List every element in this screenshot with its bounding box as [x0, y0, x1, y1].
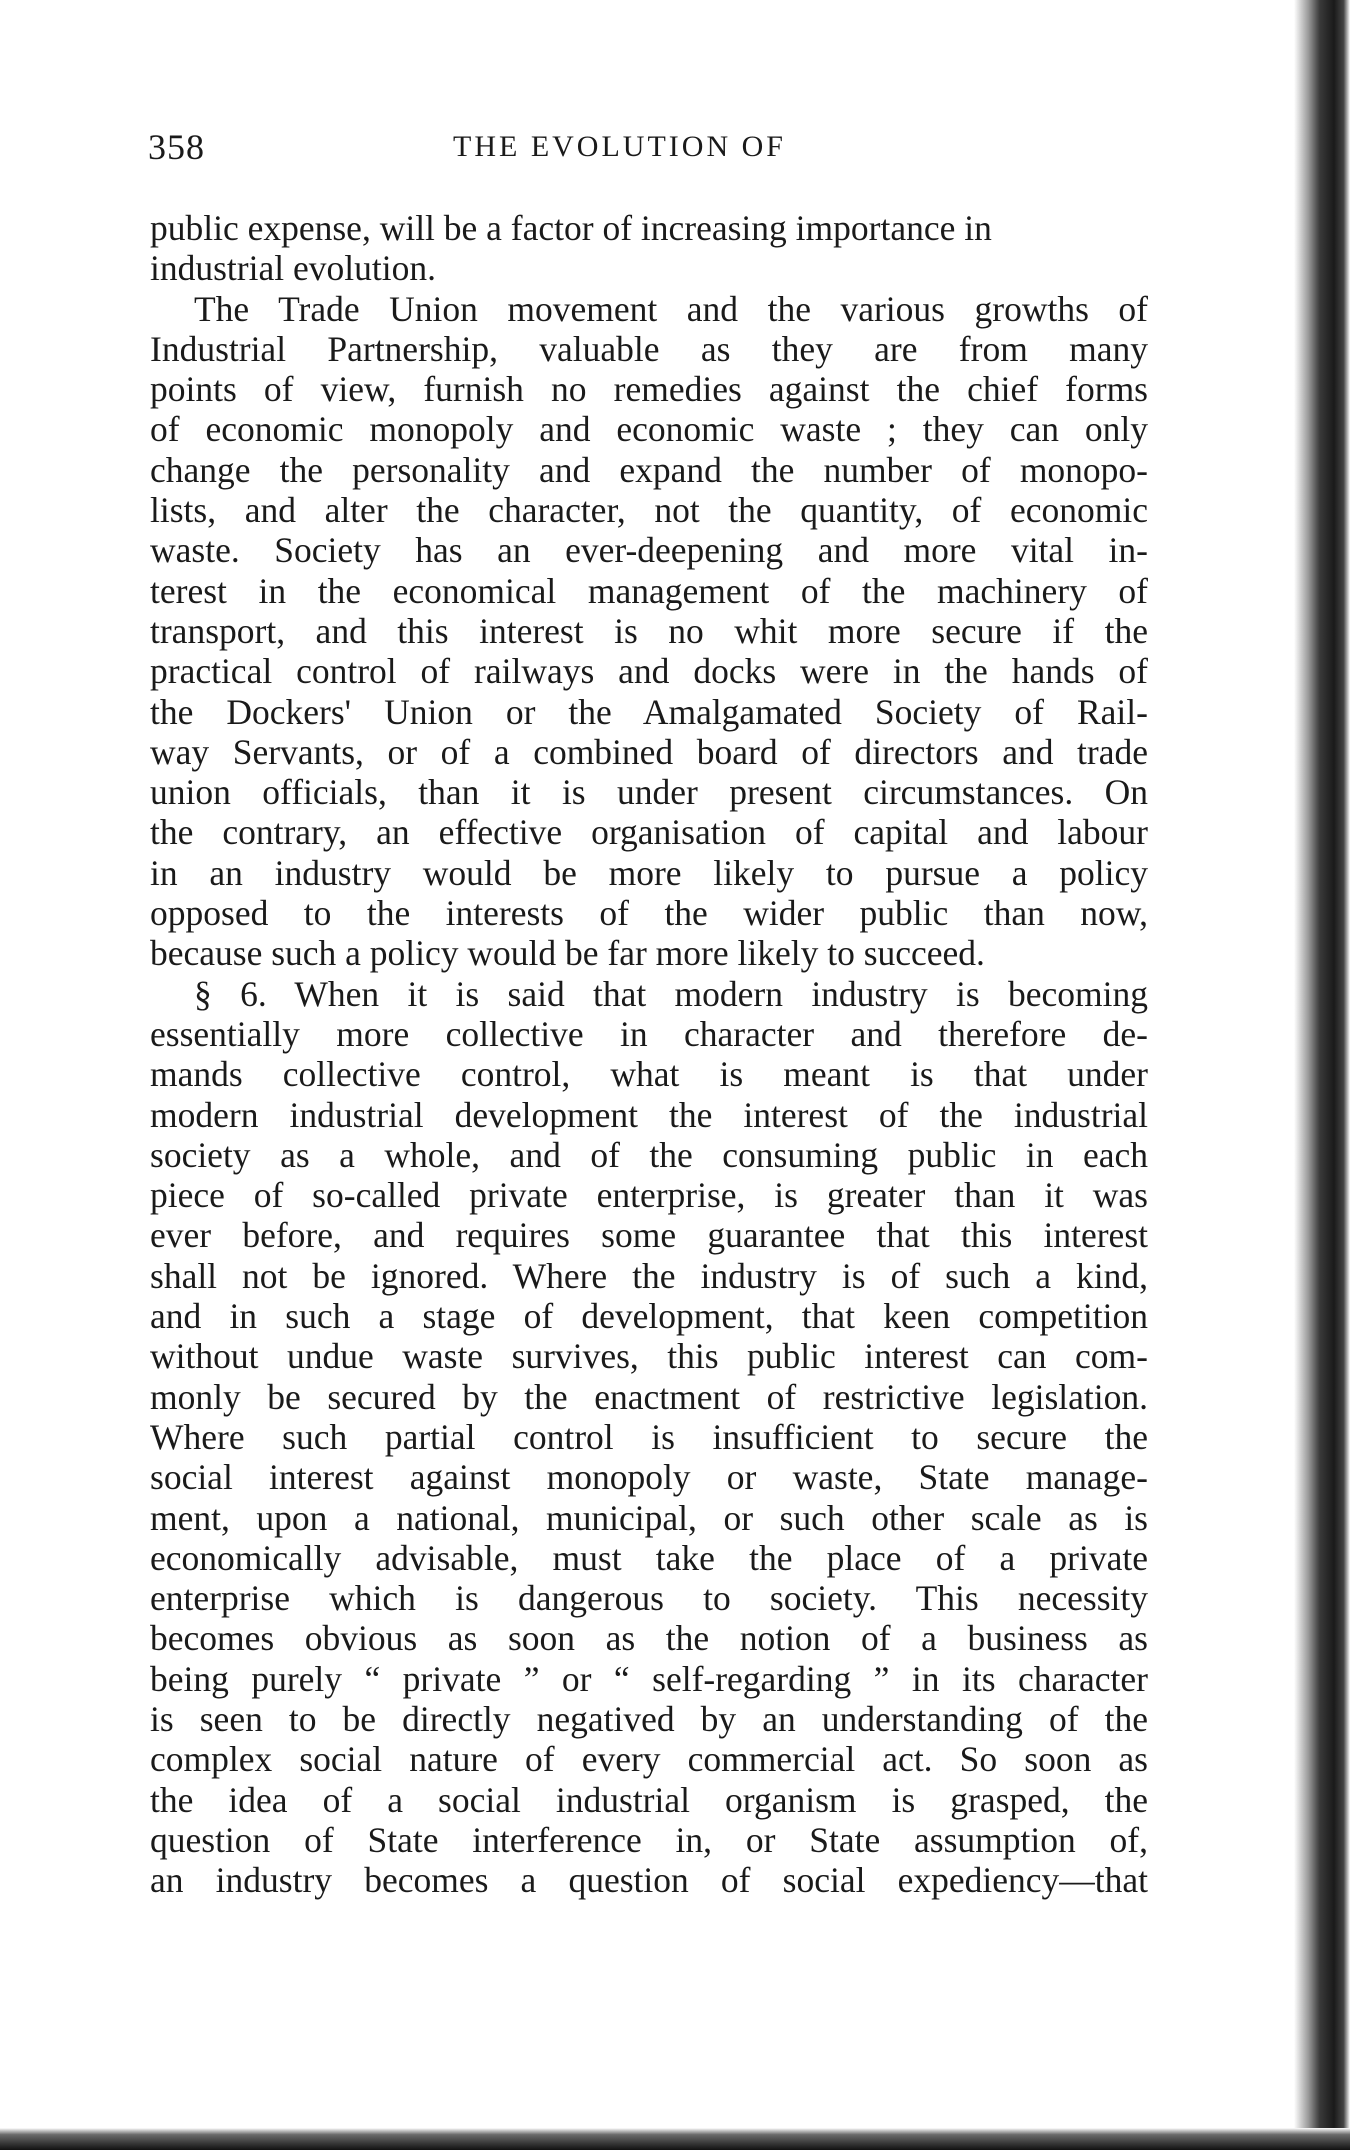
text-line: economically advisable, must take the place of a private: [150, 1537, 1148, 1578]
text-line: public expense, will be a factor of increasing importance in: [150, 208, 992, 248]
text-line: the idea of a social industrial organism is grasped, the: [150, 1779, 1148, 1820]
text-line: monly be secured by the enactment of restrictive legislation.: [150, 1376, 1148, 1417]
text-line: ever before, and requires some guarantee that this interest: [150, 1215, 1148, 1256]
text-line: shall not be ignored. Where the industry is of such a kind,: [150, 1255, 1148, 1296]
text-line: ment, upon a national, municipal, or such other scale as is: [150, 1497, 1148, 1538]
text-line: essentially more collective in character and therefore de-: [150, 1013, 1148, 1054]
text-line: the contrary, an effective organisation of capital and labour: [150, 812, 1148, 853]
text-line: industrial evolution.: [150, 248, 436, 289]
page-number: 358: [148, 127, 205, 167]
text-line: question of State interference in, or State assumption of,: [150, 1819, 1148, 1860]
paragraph-start-line: § 6. When it is said that modern industry is becoming: [194, 973, 1148, 1014]
text-line: mands collective control, what is meant is that under: [150, 1054, 1148, 1095]
text-line: the Dockers' Union or the Amalgamated Society of Rail-: [150, 691, 1148, 732]
text-line: lists, and alter the character, not the quantity, of economic: [150, 490, 1148, 531]
text-line: because such a policy would be far more likely to succeed.: [150, 933, 985, 974]
text-line: points of view, furnish no remedies against the chief forms: [150, 369, 1148, 410]
text-line: in an industry would be more likely to pursue a policy: [150, 852, 1148, 893]
text-line: without undue waste survives, this public interest can com-: [150, 1336, 1148, 1377]
text-line: terest in the economical management of the machinery of: [150, 570, 1148, 611]
text-line: society as a whole, and of the consuming public in each: [150, 1134, 1148, 1175]
body-text: [150, 208, 1148, 1900]
text-line: and in such a stage of development, that keen competition: [150, 1296, 1148, 1337]
text-line: waste. Society has an ever-deepening and more vital in-: [150, 530, 1148, 571]
paragraph-start-line: The Trade Union movement and the various growths of: [194, 288, 1148, 329]
text-line: social interest against monopoly or waste, State manage-: [150, 1457, 1148, 1498]
page-edge-shadow: [1270, 0, 1350, 2150]
text-line: practical control of railways and docks were in the hands of: [150, 651, 1148, 692]
text-line: of economic monopoly and economic waste ; they can only: [150, 409, 1148, 450]
text-line: complex social nature of every commercial act. So soon as: [150, 1739, 1148, 1780]
running-head: [148, 126, 1148, 176]
text-line: enterprise which is dangerous to society. This necessity: [150, 1578, 1148, 1619]
text-line: Industrial Partnership, valuable as they are from many: [150, 328, 1148, 369]
text-line: change the personality and expand the number of monopo-: [150, 449, 1148, 490]
text-line: union officials, than it is under present circumstances. On: [150, 772, 1148, 813]
text-line: way Servants, or of a combined board of directors and trade: [150, 731, 1148, 772]
text-line: an industry becomes a question of social expediency—that: [150, 1860, 1148, 1901]
text-line: opposed to the interests of the wider public than now,: [150, 893, 1148, 934]
text-line: modern industrial development the interest of the industrial: [150, 1094, 1148, 1135]
text-line: Where such partial control is insufficient to secure the: [150, 1416, 1148, 1457]
text-line: piece of so-called private enterprise, is greater than it was: [150, 1175, 1148, 1216]
text-line: becomes obvious as soon as the notion of a business as: [150, 1618, 1148, 1659]
text-line: is seen to be directly negatived by an understanding of the: [150, 1698, 1148, 1739]
text-line: being purely “ private ” or “ self-regarding ” in its character: [150, 1658, 1148, 1699]
text-line: transport, and this interest is no whit more secure if the: [150, 610, 1148, 651]
bottom-edge-shadow: [0, 2128, 1350, 2150]
running-head-title: THE EVOLUTION OF: [453, 130, 786, 163]
